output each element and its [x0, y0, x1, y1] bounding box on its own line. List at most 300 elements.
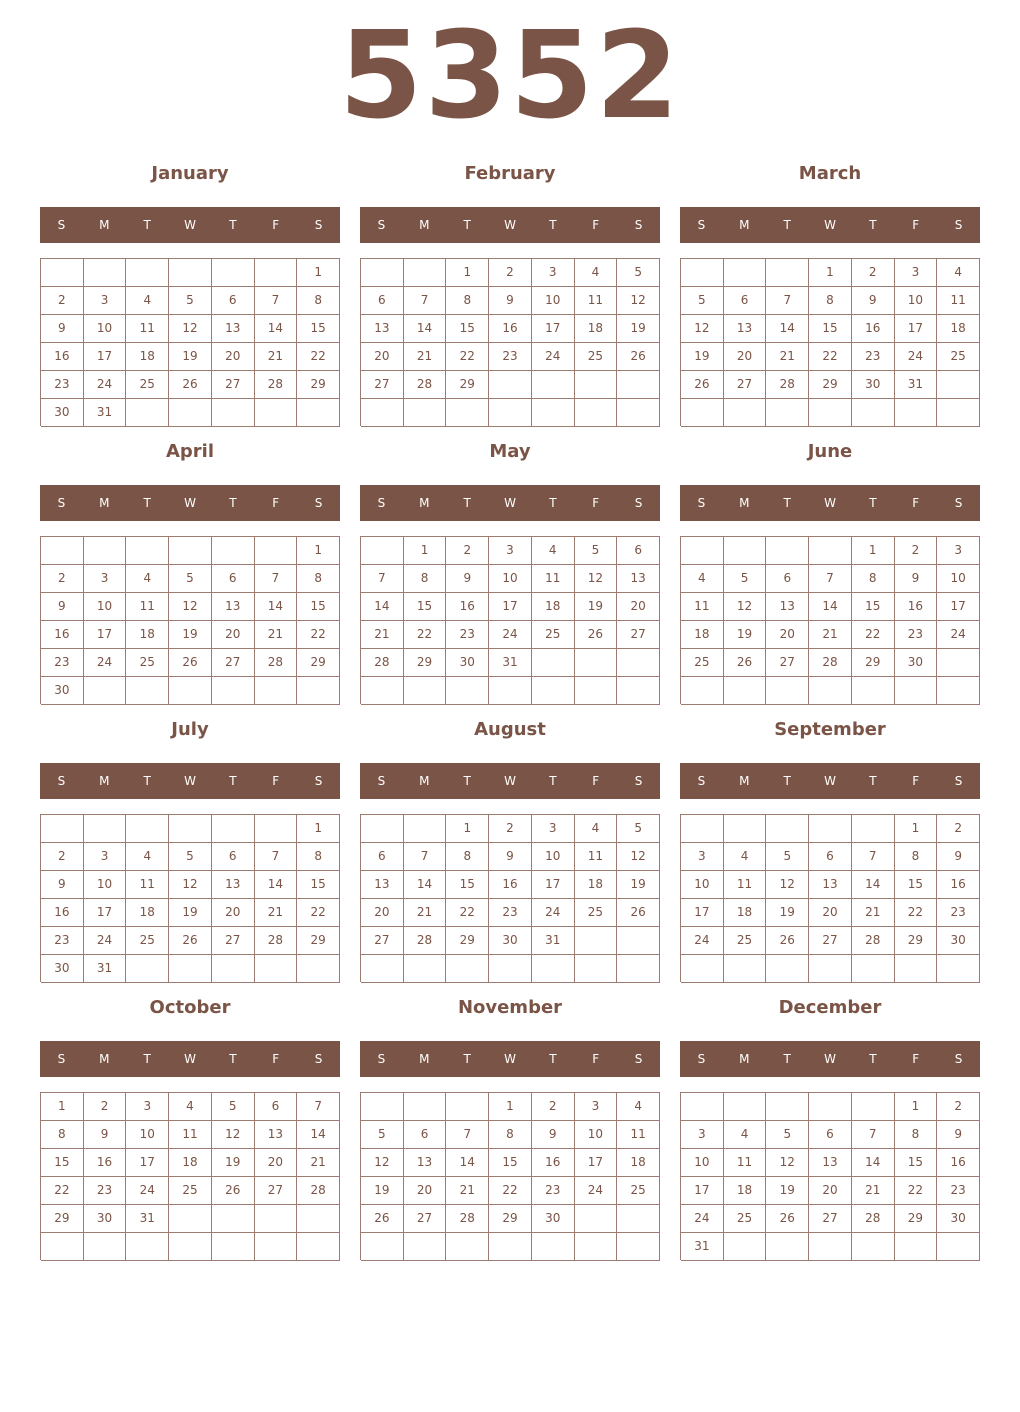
day-cell: 7: [852, 843, 895, 871]
empty-cell: [617, 1205, 660, 1233]
day-cell: 28: [404, 927, 447, 955]
day-cell: 5: [575, 537, 618, 565]
day-cell: 26: [169, 371, 212, 399]
day-cell: 20: [724, 343, 767, 371]
day-cell: 11: [724, 1149, 767, 1177]
day-cell: 25: [575, 343, 618, 371]
day-cell: 16: [84, 1149, 127, 1177]
day-cell: 15: [895, 871, 938, 899]
month-name: December: [778, 997, 882, 1018]
weekday-label: M: [99, 1052, 110, 1066]
empty-cell: [895, 1233, 938, 1261]
day-cell: 12: [575, 565, 618, 593]
day-cell: 7: [255, 843, 298, 871]
day-cell: 8: [297, 287, 340, 315]
day-cell: 13: [212, 315, 255, 343]
day-cell: 11: [126, 593, 169, 621]
day-cell: 17: [681, 899, 724, 927]
day-cell: 17: [681, 1177, 724, 1205]
day-cell: 6: [617, 537, 660, 565]
day-cell: 3: [575, 1093, 618, 1121]
day-cell: 12: [617, 287, 660, 315]
day-cell: 31: [489, 649, 532, 677]
day-cell: 24: [84, 927, 127, 955]
day-cell: 7: [297, 1093, 340, 1121]
day-cell: 27: [404, 1205, 447, 1233]
day-cell: 27: [361, 927, 404, 955]
day-cell: 20: [212, 343, 255, 371]
day-cell: 17: [126, 1149, 169, 1177]
day-cell: 26: [681, 371, 724, 399]
month-march: [680, 0, 980, 391]
day-cell: 5: [361, 1121, 404, 1149]
weekday-label: T: [869, 774, 877, 788]
day-cell: 19: [169, 343, 212, 371]
weekday-label: W: [184, 1052, 196, 1066]
month-name: March: [798, 163, 862, 184]
day-cell: 23: [937, 899, 980, 927]
weekday-label: T: [463, 1052, 471, 1066]
day-cell: 17: [937, 593, 980, 621]
day-cell: 15: [297, 871, 340, 899]
weekday-label: S: [954, 496, 963, 510]
day-cell: 5: [766, 1121, 809, 1149]
day-cell: 23: [532, 1177, 575, 1205]
day-cell: 31: [895, 371, 938, 399]
day-cell: 11: [937, 287, 980, 315]
day-cell: 16: [532, 1149, 575, 1177]
day-cell: 26: [575, 621, 618, 649]
day-cell: 24: [84, 371, 127, 399]
day-cell: 8: [852, 565, 895, 593]
day-cell: 21: [852, 1177, 895, 1205]
day-cell: 2: [41, 287, 84, 315]
day-cell: 2: [84, 1093, 127, 1121]
day-cell: 4: [681, 565, 724, 593]
day-cell: 24: [895, 343, 938, 371]
weekday-header: [680, 207, 980, 243]
day-cell: 14: [404, 315, 447, 343]
day-cell: 22: [446, 899, 489, 927]
day-cell: 15: [446, 871, 489, 899]
weekday-label: S: [697, 1052, 706, 1066]
weekday-label: T: [143, 774, 151, 788]
day-cell: 19: [681, 343, 724, 371]
day-cell: 29: [852, 649, 895, 677]
day-cell: 29: [489, 1205, 532, 1233]
weekday-label: M: [99, 218, 110, 232]
weekday-label: S: [57, 496, 66, 510]
day-cell: 13: [617, 565, 660, 593]
weekday-label: M: [739, 774, 750, 788]
weekday-label: S: [377, 218, 386, 232]
day-cell: 15: [404, 593, 447, 621]
day-cell: 12: [361, 1149, 404, 1177]
day-cell: 4: [724, 843, 767, 871]
day-cell: 7: [446, 1121, 489, 1149]
day-cell: 3: [84, 565, 127, 593]
weekday-label: M: [419, 218, 430, 232]
month-january: [40, 0, 340, 419]
day-cell: 25: [724, 927, 767, 955]
weekday-header: [360, 763, 660, 799]
day-cell: 19: [361, 1177, 404, 1205]
day-cell: 3: [84, 287, 127, 315]
day-cell: 4: [617, 1093, 660, 1121]
weekday-label: F: [272, 496, 280, 510]
day-cell: 6: [255, 1093, 298, 1121]
day-cell: 31: [84, 399, 127, 427]
day-cell: 28: [404, 371, 447, 399]
day-cell: 30: [937, 927, 980, 955]
day-cell: 13: [809, 871, 852, 899]
day-cell: 28: [297, 1177, 340, 1205]
day-cell: 9: [489, 287, 532, 315]
day-cell: 20: [404, 1177, 447, 1205]
empty-cell: [446, 1093, 489, 1121]
day-cell: 29: [297, 371, 340, 399]
empty-cell: [766, 1093, 809, 1121]
weekday-label: S: [697, 496, 706, 510]
day-cell: 23: [84, 1177, 127, 1205]
weekday-label: S: [634, 496, 643, 510]
day-cell: 17: [532, 871, 575, 899]
day-cell: 5: [766, 843, 809, 871]
day-cell: 25: [724, 1205, 767, 1233]
year-title: 5352: [339, 7, 681, 146]
day-cell: 2: [937, 815, 980, 843]
day-cell: 14: [852, 871, 895, 899]
day-cell: 4: [724, 1121, 767, 1149]
day-cell: 1: [446, 815, 489, 843]
day-cell: 29: [446, 927, 489, 955]
day-cell: 20: [255, 1149, 298, 1177]
empty-cell: [681, 1093, 724, 1121]
day-cell: 6: [766, 565, 809, 593]
day-cell: 6: [212, 565, 255, 593]
day-cell: 30: [84, 1205, 127, 1233]
weekday-label: S: [377, 1052, 386, 1066]
weekday-label: T: [229, 1052, 237, 1066]
day-cell: 20: [766, 621, 809, 649]
empty-cell: [41, 1233, 84, 1261]
day-cell: 15: [446, 315, 489, 343]
weekday-label: W: [504, 218, 516, 232]
month-name: November: [457, 997, 563, 1018]
day-cell: 1: [809, 259, 852, 287]
day-cell: 24: [532, 343, 575, 371]
day-cell: 10: [489, 565, 532, 593]
day-cell: 13: [766, 593, 809, 621]
day-cell: 26: [361, 1205, 404, 1233]
day-cell: 16: [937, 871, 980, 899]
day-cell: 6: [404, 1121, 447, 1149]
day-cell: 28: [852, 1205, 895, 1233]
day-cell: 14: [255, 871, 298, 899]
day-cell: 11: [126, 871, 169, 899]
month-august: [360, 556, 660, 947]
day-cell: 19: [766, 1177, 809, 1205]
day-cell: 22: [446, 343, 489, 371]
day-cell: 21: [404, 343, 447, 371]
day-cell: 12: [169, 315, 212, 343]
day-cell: 28: [809, 649, 852, 677]
weekday-label: T: [463, 218, 471, 232]
weekday-label: M: [739, 1052, 750, 1066]
day-cell: 7: [852, 1121, 895, 1149]
weekday-label: W: [824, 1052, 836, 1066]
day-cell: 18: [681, 621, 724, 649]
empty-cell: [852, 1233, 895, 1261]
weekday-label: F: [592, 1052, 600, 1066]
day-cell: 25: [126, 371, 169, 399]
day-cell: 8: [41, 1121, 84, 1149]
day-cell: 10: [895, 287, 938, 315]
day-cell: 12: [617, 843, 660, 871]
weekday-header: [680, 485, 980, 521]
day-cell: 22: [489, 1177, 532, 1205]
day-cell: 13: [212, 593, 255, 621]
empty-cell: [255, 1233, 298, 1261]
day-cell: 18: [575, 871, 618, 899]
day-cell: 20: [809, 1177, 852, 1205]
day-cell: 8: [895, 843, 938, 871]
day-cell: 7: [404, 287, 447, 315]
day-cell: 24: [84, 649, 127, 677]
day-cell: 13: [809, 1149, 852, 1177]
day-cell: 22: [297, 343, 340, 371]
empty-cell: [532, 1233, 575, 1261]
day-cell: 4: [575, 815, 618, 843]
day-cell: 25: [575, 899, 618, 927]
day-cell: 3: [681, 1121, 724, 1149]
day-cell: 3: [84, 843, 127, 871]
day-cell: 25: [937, 343, 980, 371]
day-cell: 26: [617, 343, 660, 371]
day-cell: 27: [361, 371, 404, 399]
month-february: [360, 0, 660, 391]
month-december: [680, 834, 980, 1253]
day-cell: 8: [297, 565, 340, 593]
weekday-header: [360, 207, 660, 243]
weekday-label: M: [739, 218, 750, 232]
day-cell: 17: [575, 1149, 618, 1177]
day-cell: 15: [297, 593, 340, 621]
empty-cell: [617, 1233, 660, 1261]
day-cell: 11: [169, 1121, 212, 1149]
day-cell: 17: [532, 315, 575, 343]
day-cell: 15: [852, 593, 895, 621]
day-cell: 7: [255, 287, 298, 315]
day-cell: 16: [41, 621, 84, 649]
day-cell: 12: [724, 593, 767, 621]
month-name: September: [774, 719, 886, 740]
weekday-header: [680, 763, 980, 799]
weekday-label: F: [912, 496, 920, 510]
empty-cell: [169, 1205, 212, 1233]
day-cell: 31: [681, 1233, 724, 1261]
month-april: [40, 278, 340, 697]
weekday-label: T: [229, 496, 237, 510]
day-cell: 23: [489, 343, 532, 371]
day-cell: 1: [895, 1093, 938, 1121]
day-cell: 29: [446, 371, 489, 399]
weekday-label: W: [824, 774, 836, 788]
day-cell: 24: [937, 621, 980, 649]
day-cell: 6: [361, 843, 404, 871]
day-cell: 20: [617, 593, 660, 621]
weekday-label: M: [419, 1052, 430, 1066]
day-cell: 28: [255, 927, 298, 955]
day-cell: 10: [84, 593, 127, 621]
weekday-label: S: [697, 218, 706, 232]
day-cell: 4: [575, 259, 618, 287]
day-cell: 20: [212, 621, 255, 649]
day-cell: 21: [255, 343, 298, 371]
day-cell: 14: [255, 593, 298, 621]
weekday-label: W: [184, 218, 196, 232]
weekday-label: S: [377, 496, 386, 510]
weekday-label: T: [783, 218, 791, 232]
day-cell: 27: [724, 371, 767, 399]
day-cell: 6: [361, 287, 404, 315]
day-cell: 27: [809, 927, 852, 955]
weekday-header: [360, 485, 660, 521]
weekday-label: S: [954, 218, 963, 232]
empty-cell: [724, 1093, 767, 1121]
day-cell: 27: [212, 371, 255, 399]
weekday-label: W: [824, 218, 836, 232]
day-cell: 23: [446, 621, 489, 649]
weekday-label: T: [463, 496, 471, 510]
day-cell: 3: [532, 815, 575, 843]
weekday-label: S: [377, 774, 386, 788]
day-cell: 31: [84, 955, 127, 983]
day-cell: 18: [937, 315, 980, 343]
weekday-header: [360, 1041, 660, 1077]
day-cell: 4: [532, 537, 575, 565]
day-cell: 19: [766, 899, 809, 927]
month-name: July: [171, 719, 209, 740]
day-cell: 7: [809, 565, 852, 593]
empty-cell: [446, 1233, 489, 1261]
month-july: [40, 556, 340, 975]
empty-cell: [575, 1233, 618, 1261]
day-cell: 16: [41, 899, 84, 927]
empty-cell: [212, 1205, 255, 1233]
day-cell: 9: [41, 315, 84, 343]
day-cell: 26: [212, 1177, 255, 1205]
day-cell: 7: [766, 287, 809, 315]
day-cell: 2: [852, 259, 895, 287]
day-cell: 18: [126, 343, 169, 371]
weekday-label: F: [912, 1052, 920, 1066]
day-cell: 7: [255, 565, 298, 593]
month-name: April: [165, 441, 215, 462]
month-name: February: [464, 163, 556, 184]
day-cell: 6: [212, 843, 255, 871]
day-cell: 12: [169, 593, 212, 621]
day-grid: [40, 1092, 340, 1260]
day-cell: 15: [41, 1149, 84, 1177]
day-cell: 23: [41, 371, 84, 399]
weekday-header: [40, 207, 340, 243]
day-cell: 3: [937, 537, 980, 565]
weekday-label: T: [783, 1052, 791, 1066]
empty-cell: [84, 1233, 127, 1261]
day-cell: 8: [404, 565, 447, 593]
day-cell: 21: [361, 621, 404, 649]
day-cell: 23: [937, 1177, 980, 1205]
day-cell: 5: [212, 1093, 255, 1121]
day-cell: 10: [532, 287, 575, 315]
day-cell: 23: [852, 343, 895, 371]
day-cell: 5: [169, 565, 212, 593]
month-june: [680, 278, 980, 669]
month-name: October: [149, 997, 231, 1018]
day-cell: 8: [297, 843, 340, 871]
day-cell: 8: [809, 287, 852, 315]
month-name: January: [151, 163, 229, 184]
day-cell: 25: [617, 1177, 660, 1205]
day-cell: 16: [446, 593, 489, 621]
weekday-header: [680, 1041, 980, 1077]
day-cell: 3: [681, 843, 724, 871]
day-cell: 16: [937, 1149, 980, 1177]
day-cell: 22: [297, 899, 340, 927]
empty-cell: [361, 1093, 404, 1121]
day-cell: 28: [361, 649, 404, 677]
day-cell: 21: [809, 621, 852, 649]
empty-cell: [126, 1233, 169, 1261]
day-cell: 29: [404, 649, 447, 677]
day-cell: 3: [126, 1093, 169, 1121]
day-cell: 17: [489, 593, 532, 621]
day-cell: 13: [361, 871, 404, 899]
weekday-label: M: [99, 774, 110, 788]
day-cell: 23: [895, 621, 938, 649]
day-cell: 29: [895, 1205, 938, 1233]
weekday-label: T: [143, 218, 151, 232]
weekday-label: S: [57, 218, 66, 232]
weekday-label: M: [739, 496, 750, 510]
day-cell: 25: [681, 649, 724, 677]
day-cell: 14: [361, 593, 404, 621]
month-name: August: [474, 719, 546, 740]
empty-cell: [404, 1233, 447, 1261]
weekday-label: T: [783, 774, 791, 788]
day-cell: 5: [681, 287, 724, 315]
day-cell: 5: [724, 565, 767, 593]
month-name: June: [807, 441, 853, 462]
day-cell: 25: [532, 621, 575, 649]
day-cell: 28: [446, 1205, 489, 1233]
day-cell: 16: [489, 871, 532, 899]
day-cell: 14: [446, 1149, 489, 1177]
day-cell: 9: [41, 871, 84, 899]
empty-cell: [212, 1233, 255, 1261]
day-cell: 18: [617, 1149, 660, 1177]
day-cell: 2: [446, 537, 489, 565]
day-cell: 25: [169, 1177, 212, 1205]
day-cell: 17: [84, 621, 127, 649]
day-cell: 26: [724, 649, 767, 677]
day-cell: 12: [212, 1121, 255, 1149]
day-cell: 6: [809, 843, 852, 871]
day-cell: 15: [489, 1149, 532, 1177]
day-cell: 2: [937, 1093, 980, 1121]
weekday-label: T: [143, 496, 151, 510]
